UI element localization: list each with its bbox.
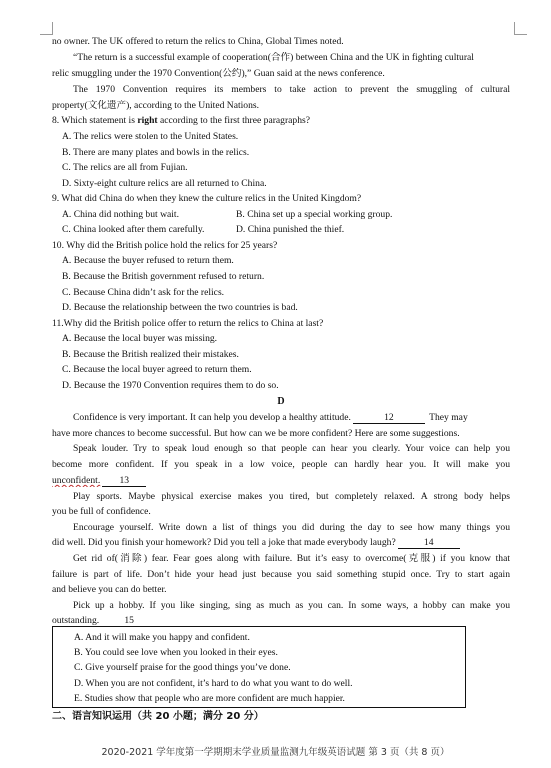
passage-c-line-3: relic smuggling under the 1970 Convention(公约),” Guan said at the news conference. (52, 68, 385, 79)
box-option-d: D. When you are not confident, it’s hard to do what you want to do well. (74, 678, 353, 689)
blank-12[interactable]: 12 (353, 412, 425, 424)
passage-d-p5-line-2: failure is part of life. Don’t hide your head just because you said something stupid once. Try to start again (52, 569, 510, 580)
passage-d-p4-line-1: Encourage yourself. Write down a list of things you did during the day to see how many things you (73, 522, 510, 533)
question-8-stem-pre: 8. Which statement is (52, 115, 138, 126)
passage-d-p1-tail: They may (429, 412, 468, 423)
question-10-option-d: D. Because the relationship between the two countries is bad. (62, 302, 298, 313)
box-option-b: B. You could see love when you looked in their eyes. (74, 647, 278, 658)
question-8-option-d: D. Sixty-eight culture relics are all returned to China. (62, 178, 267, 189)
crop-mark-top-left (40, 22, 53, 35)
question-10-stem: 10. Why did the British police hold the relics for 25 years? (52, 240, 278, 251)
box-option-a: A. And it will make you happy and confident. (74, 632, 250, 643)
box-option-e: E. Studies show that people who are more confident are much happier. (74, 693, 345, 704)
question-8-option-a: A. The relics were stolen to the United States. (62, 131, 239, 142)
question-9-option-c: C. China looked after them carefully. (62, 224, 205, 235)
crop-mark-top-right (514, 22, 527, 35)
passage-d-p3-line-2: you be full of confidence. (52, 506, 151, 517)
passage-d-p1-line-1 (73, 412, 510, 424)
passage-c-line-4: The 1970 Convention requires its members to take action to prevent the smuggling of cultural (73, 84, 510, 95)
passage-d-p2-line-1: Speak louder. Try to speak loud enough so that people can hear you clearly. Your voice can help you (73, 443, 510, 454)
question-9-option-d: D. China punished the thief. (236, 224, 345, 235)
question-8-stem-post: according to the first three paragraphs? (157, 115, 310, 126)
question-11-option-b: B. Because the British realized their mistakes. (62, 349, 239, 360)
passage-d-p3-line-1: Play sports. Maybe physical exercise makes you tired, but completely relaxed. A strong body helps (73, 491, 510, 502)
passage-c-line-2: “The return is a successful example of cooperation(合作) between China and the UK in fighting cultural (73, 52, 474, 63)
passage-d-p5-line-1: Get rid of(消除) fear. Fear goes along with failure. But it’s easy to overcome(克服) if you know that (73, 553, 510, 564)
sentence-options-box (52, 626, 466, 708)
question-11-option-c: C. Because the local buyer agreed to return them. (62, 364, 252, 375)
passage-d-p5-line-3: and believe you can do better. (52, 584, 167, 595)
question-11-option-a: A. Because the local buyer was missing. (62, 333, 218, 344)
box-option-c: C. Give yourself praise for the good things you’ve done. (74, 662, 291, 673)
passage-d-p6-text: outstanding. (52, 615, 100, 626)
question-11-option-d: D. Because the 1970 Convention requires them to do so. (62, 380, 279, 391)
question-10-option-b: B. Because the British government refused to return. (62, 271, 265, 282)
passage-c-line-5: property(文化遗产), according to the United Nations. (52, 100, 260, 111)
passage-d-p2-unconfident: unconfident. (52, 475, 101, 486)
question-10-option-c: C. Because China didn’t ask for the relics. (62, 287, 225, 298)
passage-d-heading: D (277, 396, 285, 407)
question-9-option-a: A. China did nothing but wait. (62, 209, 179, 220)
passage-d-p6-line-1: Pick up a hobby. If you like singing, sing as much as you can. In some ways, a hobby can make you (73, 600, 510, 611)
passage-d-p2-line-3 (52, 475, 510, 487)
passage-d-p1-line-2: have more chances to become successful. But how can we be more confident? Here are some suggestions. (52, 428, 460, 439)
question-8-stem (52, 115, 510, 127)
passage-d-p4-line-2 (52, 537, 510, 549)
passage-d-p4-text: did well. Did you finish your homework? Did you tell a joke that made everybody laugh? (52, 537, 396, 548)
page-footer: 2020-2021 学年度第一学期期末学业质量监测九年级英语试题 第 3 页（共 8 页） (101, 747, 450, 758)
section-heading: 二、语言知识运用（共 20 小题；满分 20 分） (52, 711, 264, 722)
blank-13[interactable]: 13 (102, 475, 146, 487)
question-8-option-b: B. There are many plates and bowls in the relics. (62, 147, 250, 158)
question-11-stem: 11.Why did the British police offer to return the relics to China at last? (52, 318, 324, 329)
passage-d-p1-text: Confidence is very important. It can help you develop a healthy attitude. (73, 412, 351, 423)
question-8-stem-bold: right (137, 115, 158, 126)
passage-c-line-1: no owner. The UK offered to return the relics to China, Global Times noted. (52, 36, 344, 47)
blank-15[interactable]: 15 (101, 615, 157, 627)
blank-14[interactable]: 14 (398, 537, 460, 549)
question-8-option-c: C. The relics are all from Fujian. (62, 162, 188, 173)
question-9-option-b: B. China set up a special working group. (236, 209, 393, 220)
question-10-option-a: A. Because the buyer refused to return them. (62, 255, 234, 266)
question-9-stem: 9. What did China do when they knew the culture relics in the United Kingdom? (52, 193, 362, 204)
passage-d-p2-line-2: become more confident. If you speak in a low voice, people can hardly hear you. It will make you (52, 459, 510, 470)
